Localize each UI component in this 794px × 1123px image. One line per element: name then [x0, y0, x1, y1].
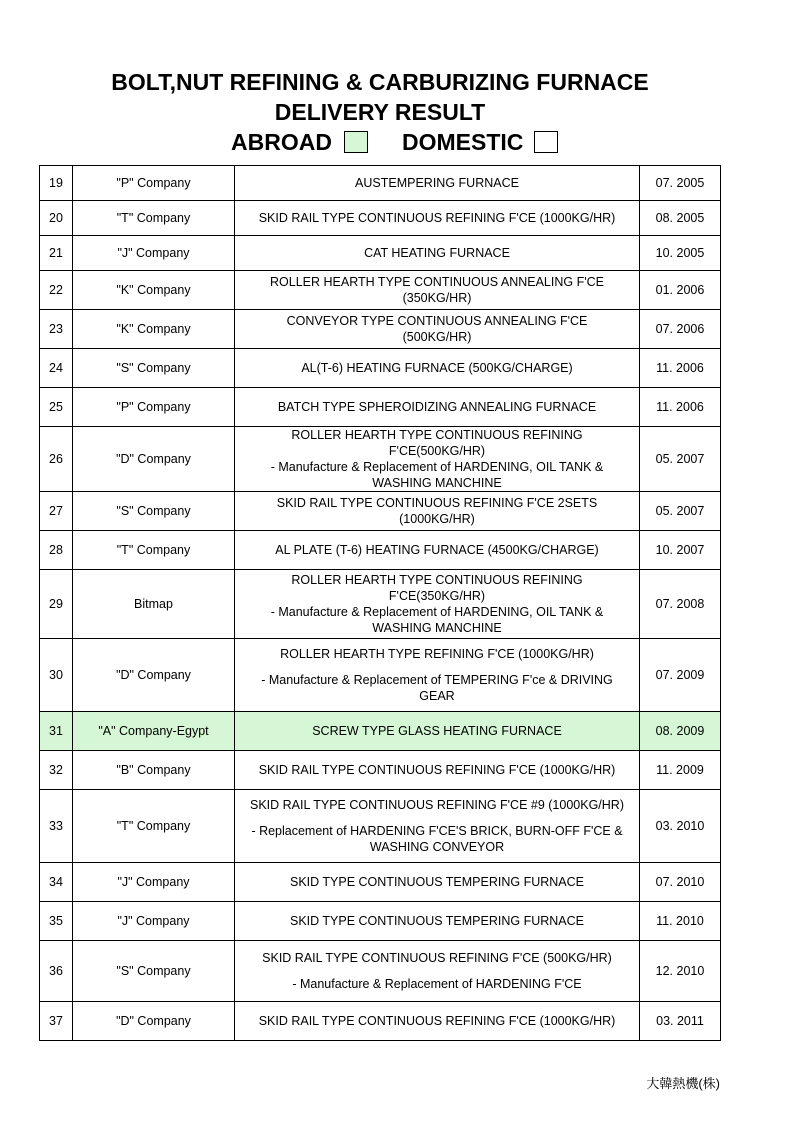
row-number: 34 — [40, 863, 73, 902]
description-line: - Manufacture & Replacement of HARDENING, OIL TANK & — [270, 460, 604, 474]
description-line: (1000KG/HR) — [399, 512, 475, 526]
description-line: - Replacement of HARDENING F'CE'S BRICK, BURN-OFF F'CE & — [251, 824, 623, 838]
row-number: 30 — [40, 639, 73, 712]
table-row — [40, 712, 721, 751]
row-number: 24 — [40, 349, 73, 388]
row-number: 33 — [40, 790, 73, 863]
company-cell: "S" Company — [73, 349, 235, 388]
company-cell: "T" Company — [73, 201, 235, 236]
table-row — [40, 570, 721, 639]
row-number: 19 — [40, 166, 73, 201]
company-cell: "A" Company-Egypt — [73, 712, 235, 751]
company-cell: Bitmap — [73, 570, 235, 639]
row-number: 23 — [40, 310, 73, 349]
table-row — [40, 1002, 721, 1041]
description-cell — [235, 388, 640, 427]
row-number: 35 — [40, 902, 73, 941]
row-number: 26 — [40, 427, 73, 492]
date-cell: 11. 2010 — [640, 902, 721, 941]
table-row — [40, 492, 721, 531]
description-line: AL PLATE (T-6) HEATING FURNACE (4500KG/CHARGE) — [275, 543, 599, 557]
description-cell — [235, 271, 640, 310]
table-row — [40, 388, 721, 427]
company-cell: "D" Company — [73, 1002, 235, 1041]
description-line: SCREW TYPE GLASS HEATING FURNACE — [312, 724, 562, 738]
company-cell: "J" Company — [73, 902, 235, 941]
description-line: SKID RAIL TYPE CONTINUOUS REFINING F'CE (500KG/HR) — [262, 951, 612, 965]
description-line: WASHING MANCHINE — [372, 621, 502, 635]
description-cell — [235, 427, 640, 492]
row-number: 22 — [40, 271, 73, 310]
row-number: 28 — [40, 531, 73, 570]
description-line: AL(T-6) HEATING FURNACE (500KG/CHARGE) — [301, 361, 573, 375]
description-line: SKID RAIL TYPE CONTINUOUS REFINING F'CE (1000KG/HR) — [258, 211, 616, 225]
description-line: GEAR — [419, 689, 455, 703]
date-cell: 01. 2006 — [640, 271, 721, 310]
description-line: (500KG/HR) — [402, 330, 472, 344]
description-line: (350KG/HR) — [402, 291, 472, 305]
description-line: SKID RAIL TYPE CONTINUOUS REFINING F'CE #9 (1000KG/HR) — [250, 798, 624, 812]
date-cell: 12. 2010 — [640, 941, 721, 1002]
row-number: 25 — [40, 388, 73, 427]
description-cell — [235, 751, 640, 790]
page-title-line1: BOLT,NUT REFINING & CARBURIZING FURNACE — [111, 69, 649, 95]
date-cell: 10. 2005 — [640, 236, 721, 271]
table-row — [40, 427, 721, 492]
date-cell: 11. 2006 — [640, 388, 721, 427]
description-line: SKID TYPE CONTINUOUS TEMPERING FURNACE — [289, 875, 585, 889]
row-number: 37 — [40, 1002, 73, 1041]
description-line: SKID RAIL TYPE CONTINUOUS REFINING F'CE (1000KG/HR) — [258, 763, 616, 777]
company-cell: "J" Company — [73, 863, 235, 902]
description-line: ROLLER HEARTH TYPE CONTINUOUS ANNEALING F'CE — [270, 275, 604, 289]
date-cell: 05. 2007 — [640, 492, 721, 531]
company-name: 大韓熱機(株) — [646, 1076, 720, 1091]
description-cell — [235, 166, 640, 201]
company-cell: "T" Company — [73, 531, 235, 570]
description-cell — [235, 1002, 640, 1041]
date-cell: 07. 2006 — [640, 310, 721, 349]
description-line: SKID RAIL TYPE CONTINUOUS REFINING F'CE (1000KG/HR) — [258, 1014, 616, 1028]
row-number: 20 — [40, 201, 73, 236]
table-row — [40, 790, 721, 863]
description-line: ROLLER HEARTH TYPE CONTINUOUS REFINING — [291, 573, 583, 587]
legend — [0, 127, 794, 157]
description-line: WASHING CONVEYOR — [369, 840, 505, 854]
company-cell: "J" Company — [73, 236, 235, 271]
table-row — [40, 863, 721, 902]
table-row — [40, 201, 721, 236]
row-number: 21 — [40, 236, 73, 271]
table-row — [40, 751, 721, 790]
company-cell: "S" Company — [73, 492, 235, 531]
description-line: SKID RAIL TYPE CONTINUOUS REFINING F'CE 2SETS — [276, 496, 598, 510]
description-cell — [235, 570, 640, 639]
description-cell — [235, 902, 640, 941]
table-row — [40, 941, 721, 1002]
company-cell: "S" Company — [73, 941, 235, 1002]
description-cell — [235, 201, 640, 236]
legend-abroad-label: ABROAD — [231, 129, 332, 155]
date-cell: 08. 2009 — [640, 712, 721, 751]
date-cell: 07. 2010 — [640, 863, 721, 902]
delivery-table — [39, 165, 721, 1041]
company-cell: "D" Company — [73, 427, 235, 492]
description-line: F'CE(350KG/HR) — [388, 589, 486, 603]
table-row — [40, 236, 721, 271]
date-cell: 10. 2007 — [640, 531, 721, 570]
company-cell: "P" Company — [73, 388, 235, 427]
row-number: 27 — [40, 492, 73, 531]
date-cell: 07. 2005 — [640, 166, 721, 201]
row-number: 32 — [40, 751, 73, 790]
date-cell: 05. 2007 — [640, 427, 721, 492]
table-row — [40, 531, 721, 570]
table-row — [40, 902, 721, 941]
company-cell: "K" Company — [73, 271, 235, 310]
description-line: WASHING MANCHINE — [372, 476, 502, 490]
description-cell — [235, 639, 640, 712]
description-line: ROLLER HEARTH TYPE REFINING F'CE (1000KG/HR) — [280, 647, 594, 661]
company-cell: "K" Company — [73, 310, 235, 349]
table-row — [40, 349, 721, 388]
description-cell — [235, 492, 640, 531]
description-line: ROLLER HEARTH TYPE CONTINUOUS REFINING — [291, 428, 583, 442]
company-cell: "T" Company — [73, 790, 235, 863]
table-row — [40, 271, 721, 310]
table-row — [40, 639, 721, 712]
date-cell: 11. 2009 — [640, 751, 721, 790]
description-cell — [235, 310, 640, 349]
description-line: - Manufacture & Replacement of HARDENING, OIL TANK & — [270, 605, 604, 619]
description-line: CAT HEATING FURNACE — [364, 246, 510, 260]
table-row — [40, 310, 721, 349]
date-cell: 08. 2005 — [640, 201, 721, 236]
description-line: - Manufacture & Replacement of HARDENING F'CE — [292, 977, 582, 991]
description-cell — [235, 712, 640, 751]
description-line: F'CE(500KG/HR) — [388, 444, 486, 458]
description-line: CONVEYOR TYPE CONTINUOUS ANNEALING F'CE — [286, 314, 588, 328]
row-number: 36 — [40, 941, 73, 1002]
description-cell — [235, 531, 640, 570]
description-cell — [235, 863, 640, 902]
date-cell: 03. 2011 — [640, 1002, 721, 1041]
description-line: AUSTEMPERING FURNACE — [355, 176, 519, 190]
legend-abroad-swatch — [344, 131, 368, 153]
date-cell: 07. 2009 — [640, 639, 721, 712]
date-cell: 11. 2006 — [640, 349, 721, 388]
description-cell — [235, 236, 640, 271]
description-line: - Manufacture & Replacement of TEMPERING F'ce & DRIVING — [261, 673, 613, 687]
description-line: SKID TYPE CONTINUOUS TEMPERING FURNACE — [289, 914, 585, 928]
legend-domestic-label: DOMESTIC — [402, 129, 524, 155]
company-cell: "B" Company — [73, 751, 235, 790]
page-title-line2: DELIVERY RESULT — [274, 99, 486, 125]
row-number: 29 — [40, 570, 73, 639]
description-cell — [235, 349, 640, 388]
date-cell: 03. 2010 — [640, 790, 721, 863]
description-line: BATCH TYPE SPHEROIDIZING ANNEALING FURNACE — [277, 400, 597, 414]
row-number: 31 — [40, 712, 73, 751]
description-cell — [235, 790, 640, 863]
legend-domestic-swatch — [534, 131, 558, 153]
date-cell: 07. 2008 — [640, 570, 721, 639]
company-cell: "P" Company — [73, 166, 235, 201]
table-row — [40, 166, 721, 201]
description-cell — [235, 941, 640, 1002]
company-cell: "D" Company — [73, 639, 235, 712]
